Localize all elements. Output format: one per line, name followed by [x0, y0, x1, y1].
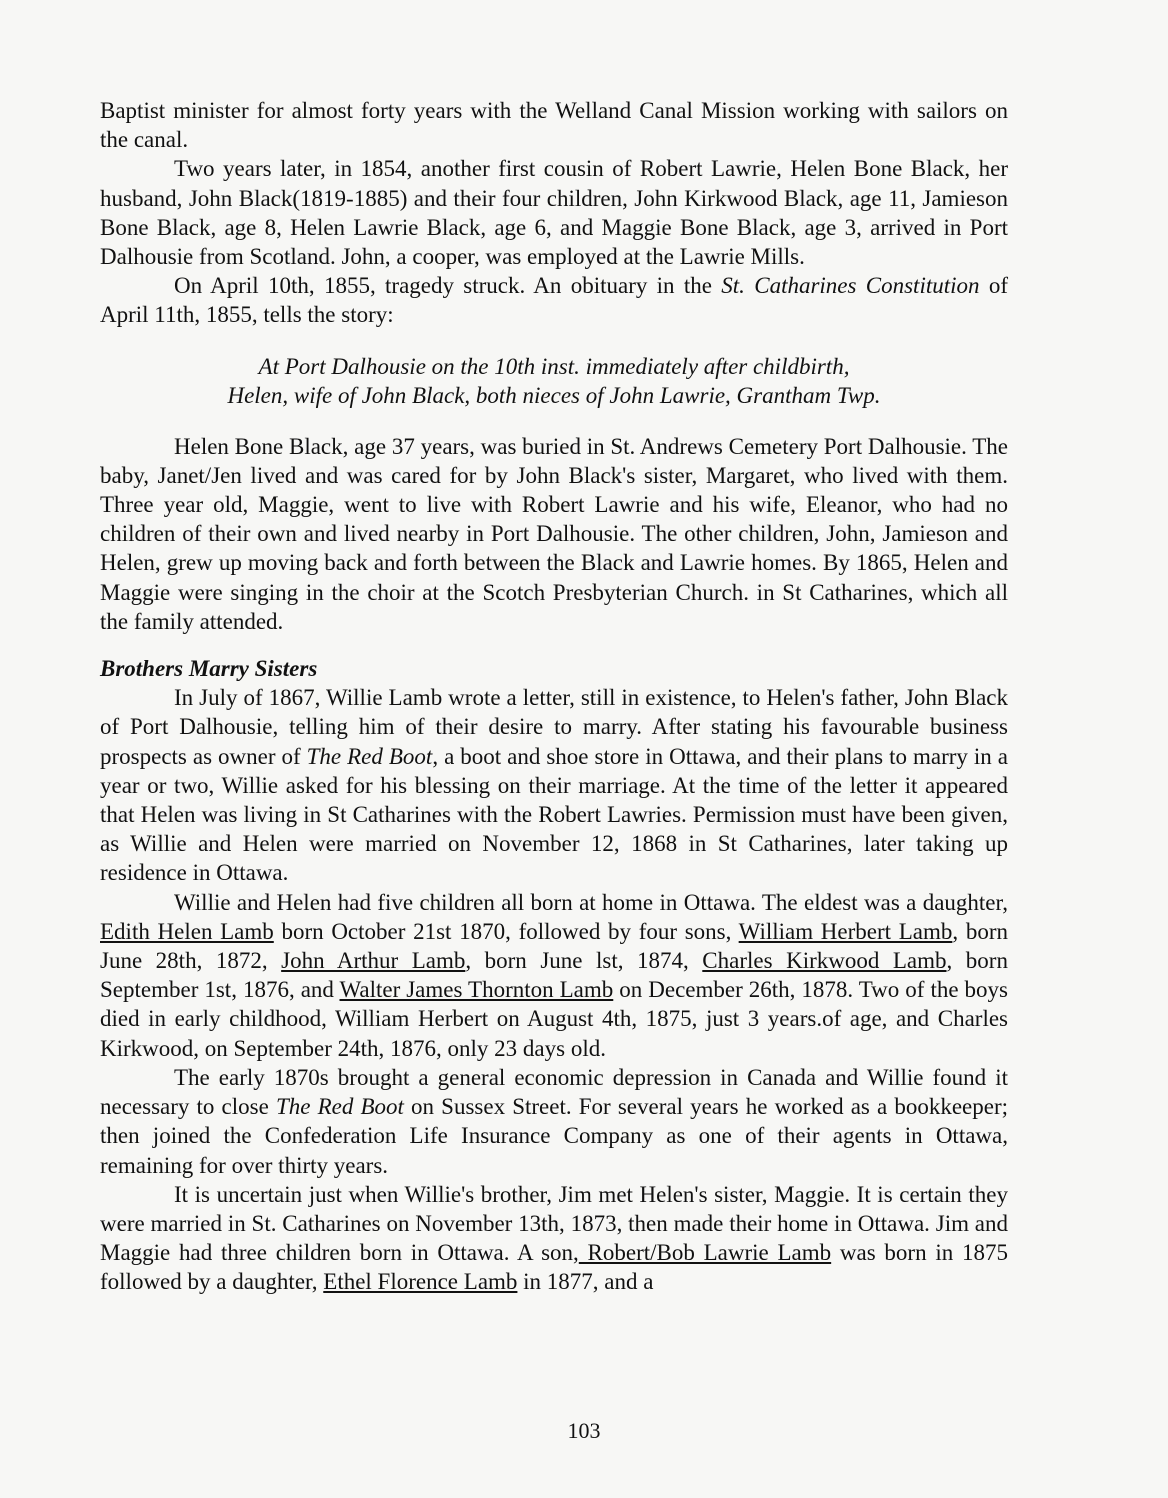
newspaper-title: St. Catharines Constitution: [721, 273, 980, 299]
child-name-charles: Charles Kirkwood Lamb: [702, 948, 947, 974]
spacer: [100, 330, 1008, 352]
body-text: [100, 96, 1008, 1297]
paragraph-1: Baptist minister for almost forty years with the Welland Canal Mission working with sailors on the canal.: [100, 98, 1008, 153]
paragraph-5-text-a: In July of 1867, Willie Lamb wrote a letter, still in existence, to Helen's father, John Black of Port Dalhousie, telling him of their desire to marry. After stating his favourable business prospects as owner of: [100, 685, 1008, 769]
paragraph-8-text-b: was born in 1875 followed by a daughter,: [100, 1240, 1008, 1295]
paragraph-8-text-a: It is uncertain just when Willie's brother, Jim met Helen's sister, Maggie. It is certain they were married in St. Catharines on November 13th, 1873, then made their home in Ottawa. Jim and Maggie had three children born in Ottawa. A son,: [100, 1181, 1008, 1266]
paragraph-6-text-e: , born September 1st, 1876, and: [100, 948, 1008, 1003]
child-name-edith: Edith Helen Lamb: [100, 918, 274, 944]
paragraph-6-text-d: , born June lst, 1874,: [465, 948, 703, 974]
store-name: The Red Boot: [275, 1094, 404, 1120]
store-name: The Red Boot: [306, 743, 433, 769]
paragraph-8-text-c: in 1877, and a: [517, 1269, 654, 1295]
child-name-john: John Arthur Lamb: [281, 948, 466, 974]
obituary-quote-line-2: Helen, wife of John Black, both nieces of John Lawrie, Grantham Twp.: [227, 382, 881, 408]
paragraph-6-text-c: , born June 28th, 1872,: [100, 918, 1008, 974]
page-number: 103: [567, 1418, 601, 1443]
child-name-william: William Herbert Lamb: [738, 918, 953, 944]
paragraph-3-text-c: of April 11th, 1855, tells the story:: [100, 273, 1008, 328]
paragraph-6: [100, 888, 1008, 1063]
paragraph-6-text-a: Willie and Helen had five children all born at home in Ottawa. The eldest was a daughter,: [174, 889, 1008, 915]
child-name-walter: Walter James Thornton Lamb: [339, 977, 614, 1003]
spacer: [100, 410, 1008, 432]
paragraph-7-text-a: The early 1870s brought a general economic depression in Canada and Willie found it necessary to close: [100, 1064, 1008, 1120]
paragraph-8: [100, 1180, 1008, 1297]
paragraph-7-text-c: on Sussex Street. For several years he worked as a bookkeeper; then joined the Confederation Life Insurance Company as one of their agents in Ottawa, remaining for over thirty years.: [100, 1094, 1009, 1178]
spacer: [100, 636, 1008, 654]
paragraph-3-text-a: On April 10th, 1855, tragedy struck. An obituary in the: [174, 273, 722, 299]
paragraph-7: [100, 1063, 1008, 1180]
paragraph-4: Helen Bone Black, age 37 years, was buried in St. Andrews Cemetery Port Dalhousie. The baby, Janet/Jen lived and was cared for by John Black's sister, Margaret, who lived with them. Three year old, Maggie, went to live with Robert Lawrie and his wife, Eleanor, who had no children of their own and lived nearby in Port Dalhousie. The other children, John, Jamieson and Helen, grew up moving back and forth between the Black and Lawrie homes. By 1865, Helen and Maggie were singing in the choir at the Scotch Presbyterian Church. in St Catharines, which all the family attended.: [100, 433, 1008, 634]
section-heading: Brothers Marry Sisters: [100, 656, 318, 682]
child-name-ethel: Ethel Florence Lamb: [323, 1269, 518, 1295]
paragraph-3: [100, 271, 1008, 329]
paragraph-5-text-c: , a boot and shoe store in Ottawa, and their plans to marry in a year or two, Willie asked for his blessing on their marriage. At the time of the letter it appeared that Helen was living in St Catharines with the Robert Lawries. Permission must have been given, as Willie and Helen were married on November 12, 1868 in St Catharines, later taking up residence in Ottawa.: [100, 743, 1009, 886]
paragraph-6-text-b: born October 21st 1870, followed by four sons,: [273, 918, 739, 944]
paragraph-2: Two years later, in 1854, another first cousin of Robert Lawrie, Helen Bone Black, her husband, John Black(1819-1885) and their four children, John Kirkwood Black, age 11, Jamieson Bone Black, age 8, Helen Lawrie Black, age 6, and Maggie Bone Black, age 3, arrived in Port Dalhousie from Scotland. John, a cooper, was employed at the Lawrie Mills.: [100, 156, 1008, 270]
paragraph-6-text-f: on December 26th, 1878. Two of the boys died in early childhood, William Herbert on August 4th, 1875, just 3 years.of age, and Charles Kirkwood, on September 24th, 1876, only 23 days old.: [100, 977, 1008, 1061]
obituary-quote-line-1: At Port Dalhousie on the 10th inst. immediately after childbirth,: [258, 353, 850, 379]
child-name-robert: Robert/Bob Lawrie Lamb: [578, 1240, 832, 1266]
paragraph-5: [100, 683, 1008, 887]
